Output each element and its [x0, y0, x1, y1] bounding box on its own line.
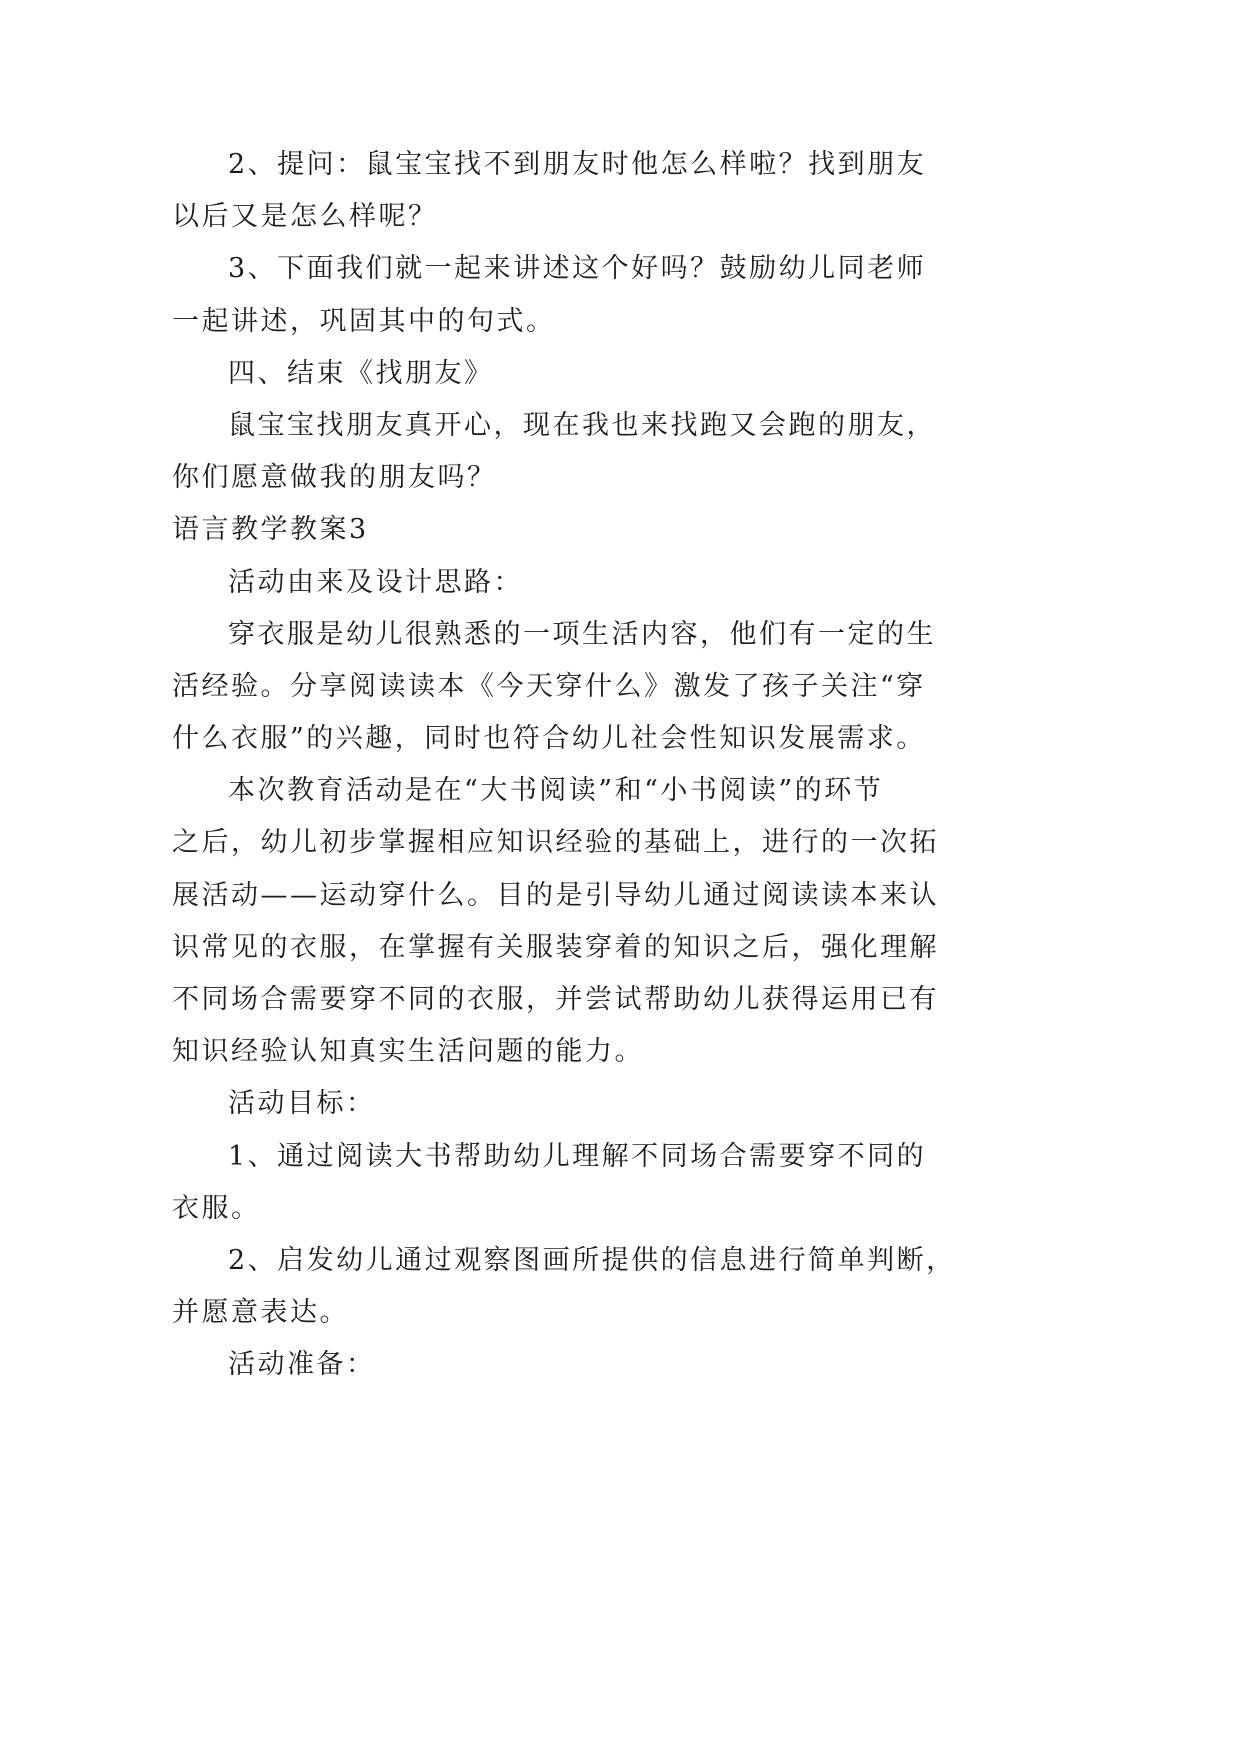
paragraph-preparation-heading	[172, 1339, 1241, 1391]
paragraph-question-2	[172, 139, 1241, 243]
text-line: 四、结束《找朋友》	[228, 357, 494, 389]
paragraph-origin-text-2	[172, 765, 1241, 1078]
paragraph-ending-text	[172, 400, 1241, 504]
paragraph-ending-heading	[172, 348, 1241, 400]
text-line: 活动目标：	[228, 1088, 376, 1120]
text-line: 之后，幼儿初步掌握相应知识经验的基础上，进行的一次拓	[172, 827, 939, 859]
text-line: 鼠宝宝找朋友真开心，现在我也来找跑又会跑的朋友，	[228, 409, 936, 441]
section-heading	[172, 504, 1241, 556]
section-title: 语言教学教案3	[172, 514, 369, 546]
paragraph-step-3	[172, 243, 1241, 347]
text-line: 2、启发幼儿通过观察图画所提供的信息进行简单判断，	[228, 1244, 956, 1276]
text-line: 展活动——运动穿什么。目的是引导幼儿通过阅读读本来认	[172, 879, 939, 911]
paragraph-origin-text-1	[172, 609, 1241, 766]
text-line: 2、提问：鼠宝宝找不到朋友时他怎么样啦？找到朋友	[228, 149, 927, 180]
text-line: 活经验。分享阅读读本《今天穿什么》激发了孩子关注“穿	[172, 670, 926, 702]
paragraph-goal-1	[172, 1131, 1241, 1235]
text-line: 本次教育活动是在“大书阅读”和“小书阅读”的环节	[228, 775, 884, 807]
text-line: 1、通过阅读大书帮助幼儿理解不同场合需要穿不同的	[228, 1140, 927, 1172]
text-line: 活动准备：	[228, 1349, 376, 1381]
text-line: 你们愿意做我的朋友吗？	[172, 462, 497, 494]
text-line: 知识经验认知真实生活问题的能力。	[172, 1036, 644, 1068]
text-line: 3、下面我们就一起来讲述这个好吗？鼓励幼儿同老师	[228, 253, 927, 285]
text-line: 以后又是怎么样呢？	[172, 201, 438, 233]
text-line: 一起讲述，巩固其中的句式。	[172, 305, 556, 337]
text-line: 不同场合需要穿不同的衣服，并尝试帮助幼儿获得运用已有	[172, 984, 939, 1015]
text-line: 活动由来及设计思路：	[228, 566, 523, 598]
text-line: 识常见的衣服，在掌握有关服装穿着的知识之后，强化理解	[172, 931, 939, 963]
text-line: 并愿意表达。	[172, 1297, 349, 1329]
text-line: 穿衣服是幼儿很熟悉的一项生活内容，他们有一定的生	[228, 618, 936, 650]
paragraph-goals-heading	[172, 1078, 1241, 1130]
text-line: 什么衣服”的兴趣，同时也符合幼儿社会性知识发展需求。	[172, 723, 926, 755]
text-line: 衣服。	[172, 1192, 261, 1224]
paragraph-origin-heading	[172, 557, 1241, 609]
paragraph-goal-2	[172, 1235, 1241, 1339]
